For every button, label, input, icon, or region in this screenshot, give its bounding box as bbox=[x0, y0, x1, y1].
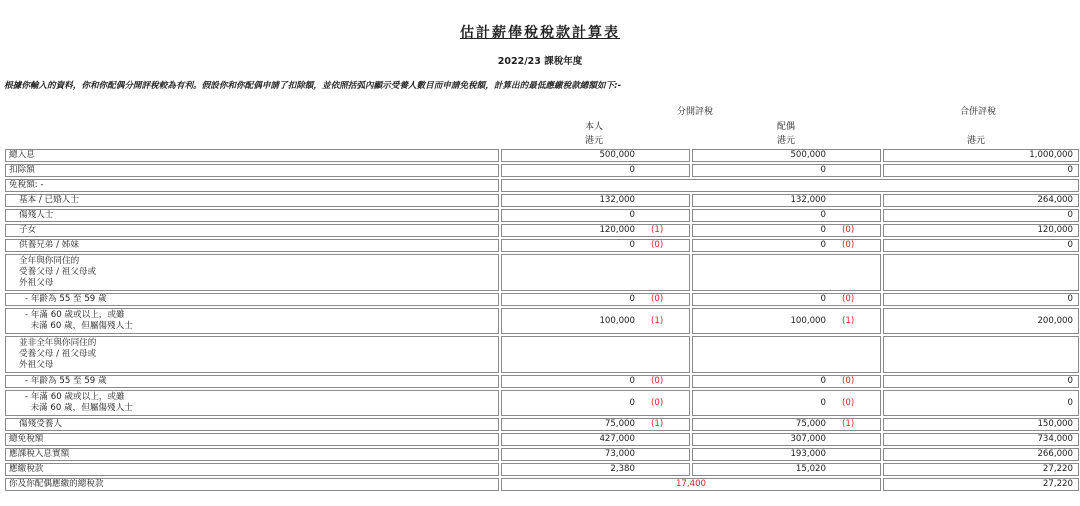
header-spouse-hkd: 港元 bbox=[776, 136, 795, 146]
intro-text: 根據你輸入的資料，你和你配偶分開評稅較為有利。假設你和你配偶申請了扣除額，並依照括弧內顯示受養人數目而申請免稅額，計算出的最低應繳稅款總額如下:- bbox=[4, 81, 622, 91]
table-row bbox=[5, 179, 1079, 192]
spouse-value-cell bbox=[692, 448, 881, 461]
spouse-value-cell-content bbox=[693, 294, 880, 305]
self-value-cell-value: 0 bbox=[629, 294, 635, 304]
self-value-cell-count: (0) bbox=[651, 397, 664, 408]
self-value-cell bbox=[501, 149, 690, 162]
joint-value: 27,220 bbox=[883, 478, 1079, 491]
spouse-value-cell-content bbox=[693, 434, 880, 445]
row-label: 子女 bbox=[5, 224, 499, 237]
spouse-value-cell bbox=[692, 149, 881, 162]
spouse-value-cell-content bbox=[693, 240, 880, 251]
self-value-cell-count: (0) bbox=[651, 240, 664, 250]
spouse-value-cell-value: 100,000 bbox=[790, 315, 826, 326]
joint-value: 0 bbox=[883, 293, 1079, 306]
self-value-cell bbox=[501, 293, 690, 306]
spouse-value-cell-content bbox=[693, 225, 880, 236]
self-value-cell-value: 0 bbox=[629, 240, 635, 250]
spouse-value-cell bbox=[692, 433, 881, 446]
spouse-value-cell-content bbox=[693, 210, 880, 221]
self-value-cell bbox=[501, 375, 690, 388]
row-label: 供養兄弟 / 姊妹 bbox=[5, 239, 499, 252]
spouse-value-cell-content bbox=[693, 195, 880, 206]
spouse-value-cell-value: 0 bbox=[820, 165, 826, 175]
self-value-cell-value: 0 bbox=[629, 210, 635, 220]
self-value-cell-content bbox=[502, 316, 689, 327]
spouse-value-cell-value: 0 bbox=[820, 294, 826, 304]
self-value-cell-content bbox=[502, 240, 689, 251]
table-row bbox=[5, 336, 1079, 373]
table-row bbox=[5, 209, 1079, 222]
spouse-value-cell-content bbox=[693, 449, 880, 460]
table-row bbox=[5, 448, 1079, 461]
joint-value: 120,000 bbox=[883, 224, 1079, 237]
self-value-cell-count: (1) bbox=[651, 419, 664, 429]
table-row bbox=[5, 478, 1079, 491]
self-value-cell-content bbox=[502, 165, 689, 176]
spouse-value-cell-value: 0 bbox=[820, 376, 826, 386]
empty-cell-spouse bbox=[692, 254, 881, 291]
spouse-value-cell bbox=[692, 209, 881, 222]
row-label: 傷殘受養人 bbox=[5, 418, 499, 431]
self-value-cell-value: 73,000 bbox=[604, 449, 635, 459]
spouse-value-cell-value: 0 bbox=[820, 225, 826, 235]
self-value-cell-content bbox=[502, 210, 689, 221]
self-value-cell-content bbox=[502, 449, 689, 460]
self-value-cell bbox=[501, 418, 690, 431]
table-row bbox=[5, 418, 1079, 431]
spouse-value-cell bbox=[692, 375, 881, 388]
spouse-value-cell-content bbox=[693, 316, 880, 327]
self-value-cell-value: 120,000 bbox=[599, 225, 635, 235]
self-value-cell bbox=[501, 164, 690, 177]
joint-value: 0 bbox=[883, 209, 1079, 222]
self-value-cell-value: 2,380 bbox=[610, 464, 635, 474]
self-value-cell bbox=[501, 194, 690, 207]
row-label: 你及你配偶應繳的總稅款 bbox=[5, 478, 499, 491]
spouse-value-cell bbox=[692, 390, 881, 416]
table-row bbox=[5, 375, 1079, 388]
spouse-value-cell bbox=[692, 224, 881, 237]
spouse-value-cell-count: (0) bbox=[842, 376, 855, 386]
table-row bbox=[5, 433, 1079, 446]
section-filler bbox=[501, 179, 1079, 192]
table-row bbox=[5, 254, 1079, 291]
joint-value: 0 bbox=[883, 390, 1079, 416]
self-value-cell-content bbox=[502, 434, 689, 445]
self-value-cell-content bbox=[502, 376, 689, 387]
spouse-value-cell-content bbox=[693, 419, 880, 430]
self-value-cell-value: 500,000 bbox=[599, 150, 635, 160]
row-label: 應課稅入息實額 bbox=[5, 448, 499, 461]
header-joint-hkd: 港元 bbox=[966, 136, 985, 146]
empty-cell-self bbox=[501, 254, 690, 291]
combined-separate-total: 17,400 bbox=[501, 478, 881, 491]
self-value-cell-content bbox=[502, 225, 689, 236]
spouse-value-cell bbox=[692, 463, 881, 476]
header-self: 本人 bbox=[584, 122, 603, 132]
row-label: 全年與你同住的 受養父母 / 祖父母或 外祖父母 bbox=[5, 254, 499, 291]
header-separate: 分開評稅 bbox=[676, 107, 713, 117]
self-value-cell bbox=[501, 433, 690, 446]
header-self-hkd: 港元 bbox=[584, 136, 603, 146]
self-value-cell-value: 0 bbox=[629, 397, 635, 408]
spouse-value-cell bbox=[692, 239, 881, 252]
spouse-value-cell-value: 307,000 bbox=[790, 434, 826, 444]
spouse-value-cell-content bbox=[693, 150, 880, 161]
spouse-value-cell-value: 132,000 bbox=[790, 195, 826, 205]
tax-computation-table bbox=[3, 147, 1080, 493]
self-value-cell-content bbox=[502, 464, 689, 475]
spouse-value-cell-count: (0) bbox=[842, 225, 855, 235]
self-value-cell-content bbox=[502, 398, 689, 409]
self-value-cell-count: (1) bbox=[651, 225, 664, 235]
spouse-value-cell bbox=[692, 194, 881, 207]
spouse-value-cell-content bbox=[693, 376, 880, 387]
spouse-value-cell-value: 0 bbox=[820, 397, 826, 408]
row-label: 扣除額 bbox=[5, 164, 499, 177]
self-value-cell-value: 0 bbox=[629, 376, 635, 386]
table-row bbox=[5, 164, 1079, 177]
row-label: 總入息 bbox=[5, 149, 499, 162]
table-row bbox=[5, 149, 1079, 162]
row-label: - 年齡為 55 至 59 歲 bbox=[5, 293, 499, 306]
spouse-value-cell-count: (1) bbox=[842, 315, 855, 326]
tax-year-subtitle: 2022/23 課稅年度 bbox=[497, 56, 583, 67]
spouse-value-cell-count: (1) bbox=[842, 419, 855, 429]
joint-value: 1,000,000 bbox=[883, 149, 1079, 162]
spouse-value-cell-value: 0 bbox=[820, 210, 826, 220]
self-value-cell bbox=[501, 390, 690, 416]
empty-cell-self bbox=[501, 336, 690, 373]
self-value-cell-count: (1) bbox=[651, 315, 664, 326]
spouse-value-cell-count: (0) bbox=[842, 240, 855, 250]
joint-value: 734,000 bbox=[883, 433, 1079, 446]
spouse-value-cell-value: 193,000 bbox=[790, 449, 826, 459]
table-row bbox=[5, 194, 1079, 207]
spouse-value-cell-count: (0) bbox=[842, 294, 855, 304]
spouse-value-cell-value: 500,000 bbox=[790, 150, 826, 160]
header-joint: 合併評稅 bbox=[959, 107, 996, 117]
self-value-cell-content bbox=[502, 150, 689, 161]
page-title: 估計薪俸稅稅款計算表 bbox=[460, 25, 620, 41]
self-value-cell bbox=[501, 239, 690, 252]
self-value-cell-content bbox=[502, 294, 689, 305]
row-label: - 年滿 60 歲或以上，或雖 未滿 60 歲，但屬傷殘人士 bbox=[5, 308, 499, 334]
spouse-value-cell bbox=[692, 418, 881, 431]
self-value-cell-value: 427,000 bbox=[599, 434, 635, 444]
spouse-value-cell-value: 0 bbox=[820, 240, 826, 250]
self-value-cell bbox=[501, 463, 690, 476]
header-spouse: 配偶 bbox=[776, 122, 795, 132]
empty-cell-spouse bbox=[692, 336, 881, 373]
self-value-cell bbox=[501, 448, 690, 461]
joint-value: 150,000 bbox=[883, 418, 1079, 431]
joint-value: 266,000 bbox=[883, 448, 1079, 461]
self-value-cell-value: 132,000 bbox=[599, 195, 635, 205]
empty-cell-joint bbox=[883, 254, 1079, 291]
self-value-cell-count: (0) bbox=[651, 376, 664, 386]
joint-value: 200,000 bbox=[883, 308, 1079, 334]
self-value-cell-count: (0) bbox=[651, 294, 664, 304]
self-value-cell bbox=[501, 209, 690, 222]
row-label: 總免稅額 bbox=[5, 433, 499, 446]
spouse-value-cell-value: 75,000 bbox=[795, 419, 826, 429]
row-label: 免稅額: - bbox=[5, 179, 499, 192]
spouse-value-cell-content bbox=[693, 398, 880, 409]
spouse-value-cell bbox=[692, 293, 881, 306]
table-row bbox=[5, 463, 1079, 476]
spouse-value-cell-content bbox=[693, 165, 880, 176]
self-value-cell bbox=[501, 308, 690, 334]
empty-cell-joint bbox=[883, 336, 1079, 373]
row-label: - 年滿 60 歲或以上，或雖 未滿 60 歲，但屬傷殘人士 bbox=[5, 390, 499, 416]
spouse-value-cell bbox=[692, 308, 881, 334]
joint-value: 0 bbox=[883, 164, 1079, 177]
joint-value: 0 bbox=[883, 239, 1079, 252]
row-label: 傷殘人士 bbox=[5, 209, 499, 222]
table-row bbox=[5, 390, 1079, 416]
self-value-cell-content bbox=[502, 195, 689, 206]
row-label: - 年齡為 55 至 59 歲 bbox=[5, 375, 499, 388]
joint-value: 27,220 bbox=[883, 463, 1079, 476]
self-value-cell-value: 0 bbox=[629, 165, 635, 175]
spouse-value-cell bbox=[692, 164, 881, 177]
row-label: 基本 / 已婚人士 bbox=[5, 194, 499, 207]
row-label: 應繳稅款 bbox=[5, 463, 499, 476]
row-label: 並非全年與你同住的 受養父母 / 祖父母或 外祖父母 bbox=[5, 336, 499, 373]
self-value-cell-content bbox=[502, 419, 689, 430]
table-row bbox=[5, 293, 1079, 306]
table-row bbox=[5, 239, 1079, 252]
self-value-cell-value: 100,000 bbox=[599, 315, 635, 326]
joint-value: 0 bbox=[883, 375, 1079, 388]
table-row bbox=[5, 308, 1079, 334]
self-value-cell bbox=[501, 224, 690, 237]
spouse-value-cell-count: (0) bbox=[842, 397, 855, 408]
joint-value: 264,000 bbox=[883, 194, 1079, 207]
table-row bbox=[5, 224, 1079, 237]
spouse-value-cell-value: 15,020 bbox=[795, 464, 826, 474]
self-value-cell-value: 75,000 bbox=[604, 419, 635, 429]
spouse-value-cell-content bbox=[693, 464, 880, 475]
